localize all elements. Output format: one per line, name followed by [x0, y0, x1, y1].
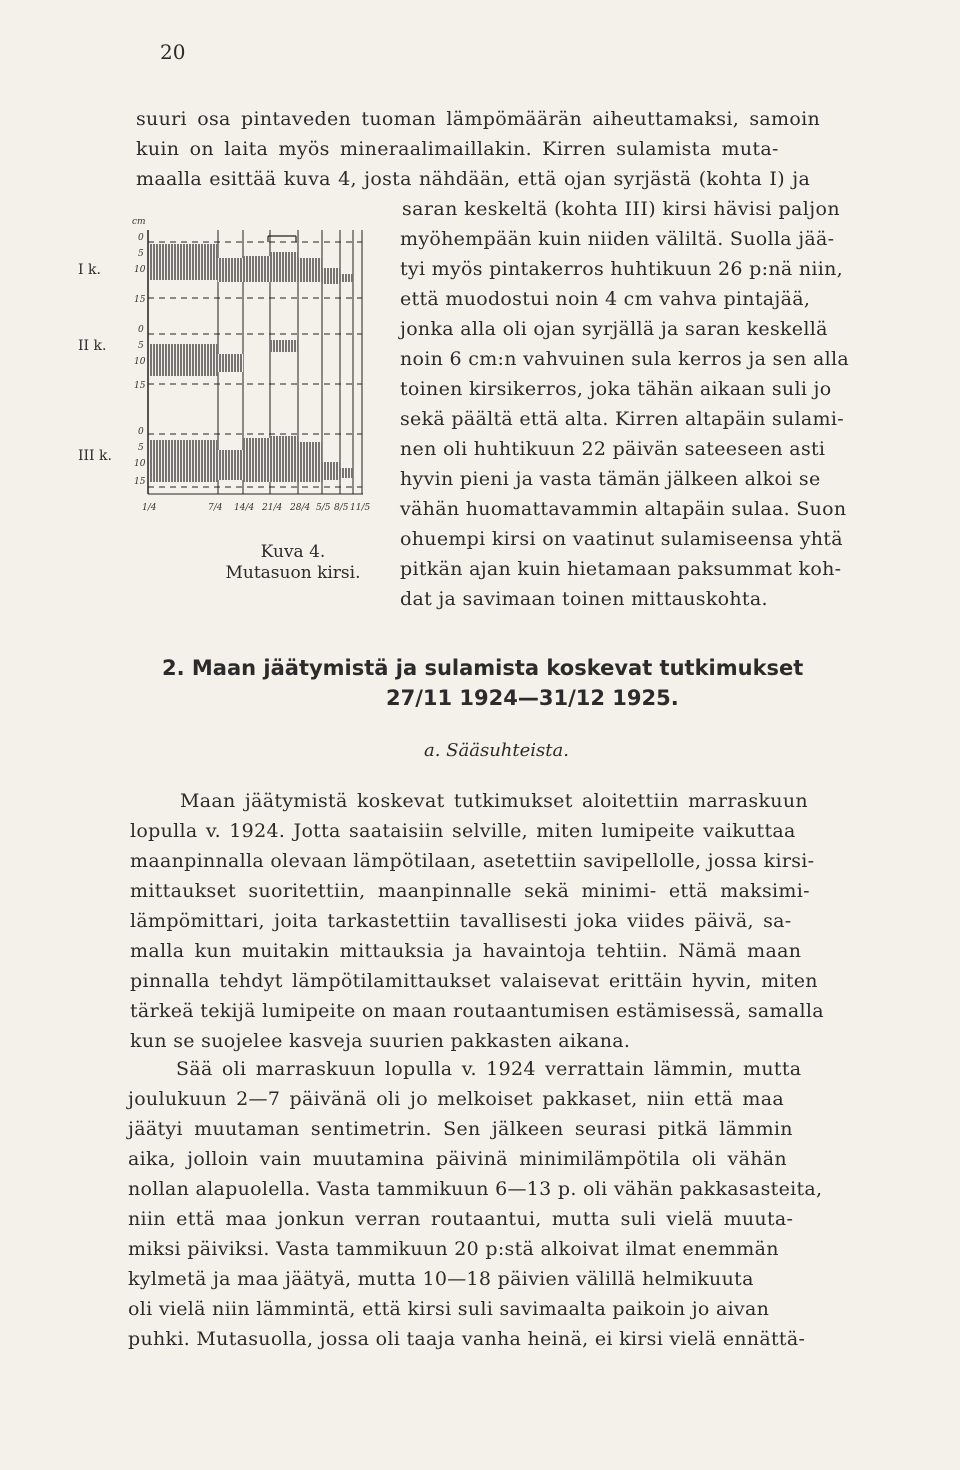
text-line: toinen kirsikerros, joka tähän aikaan suli jo: [400, 378, 832, 400]
text-line: mittaukset suoritettiin, maanpinnalle sekä minimi- että maksimi-: [130, 880, 810, 902]
text-line: että muodostui noin 4 cm vahva pintajää,: [400, 288, 811, 310]
tick-label: 10: [134, 357, 146, 367]
tick-label: 7/4: [208, 503, 223, 512]
text-line: noin 6 cm:n vahvuinen sula kerros ja sen alla: [400, 348, 850, 370]
caption-text: Mutasuon kirsi.: [225, 563, 361, 584]
text-line: lämpömittari, joita tarkastettiin tavallisesti joka viides päivä, sa-: [130, 910, 792, 932]
text-line: Maan jäätymistä koskevat tutkimukset aloitettiin marraskuun: [180, 790, 808, 812]
tick-label: 15: [134, 381, 146, 391]
tick-label: 10: [134, 265, 146, 275]
text-line: sekä päältä että alta. Kirren altapäin sulami-: [400, 408, 844, 430]
text-line: maalla esittää kuva 4, josta nähdään, että ojan syrjästä (kohta I) ja: [136, 168, 811, 190]
text-line: hyvin pieni ja vasta tämän jälkeen alkoi se: [400, 468, 821, 490]
section-dates: 27/11 1924—31/12 1925.: [386, 686, 679, 710]
tick-label: 0: [138, 427, 144, 437]
depth-ticks-row-1: [134, 233, 146, 305]
frost-diagram: [78, 212, 378, 512]
tick-label: 0: [138, 325, 144, 335]
tick-label: 5/5: [316, 503, 331, 512]
text-line: kun se suojelee kasveja suurien pakkasten aikana.: [130, 1030, 631, 1052]
date-ticks: [142, 503, 370, 512]
tick-label: 10: [134, 459, 146, 469]
text-line: pinnalla tehdyt lämpötilamittaukset valaisevat erittäin hyvin, miten: [130, 970, 818, 992]
depth-ticks-row-2: [134, 325, 146, 391]
frost-band-row-2: [150, 340, 298, 376]
row-label: II k.: [78, 338, 107, 354]
text-line: dat ja savimaan toinen mittauskohta.: [400, 588, 768, 610]
text-line: maanpinnalla olevaan lämpötilaan, asetettiin savipellolle, jossa kirsi-: [130, 850, 815, 872]
page-number: 20: [160, 40, 186, 64]
text-line: oli vielä niin lämmintä, että kirsi suli savimaalta paikoin jo aivan: [128, 1298, 770, 1320]
tick-label: 14/4: [234, 503, 255, 512]
row-label: III k.: [78, 448, 112, 464]
tick-label: 21/4: [262, 503, 283, 512]
figure-4: [78, 212, 378, 602]
text-line: jäätyi muutaman sentimetrin. Sen jälkeen seurasi pitkä lämmin: [128, 1118, 793, 1140]
tick-label: 5: [138, 443, 144, 453]
text-line: kylmetä ja maa jäätyä, mutta 10—18 päivien välillä helmikuuta: [128, 1268, 754, 1290]
text-line: myöhempään kuin niiden väliltä. Suolla jää-: [400, 228, 835, 250]
text-line: tyi myös pintakerros huhtikuun 26 p:nä niin,: [400, 258, 843, 280]
text-line: malla kun muitakin mittauksia ja havaintoja tehtiin. Nämä maan: [130, 940, 802, 962]
text-line: saran keskeltä (kohta III) kirsi hävisi paljon: [402, 198, 840, 220]
frost-band-row-1: [150, 244, 353, 284]
section-title: Maan jäätymistä ja sulamista koskevat tutkimukset: [191, 656, 804, 680]
row-label: I k.: [78, 262, 101, 278]
unit-label: cm: [132, 217, 146, 227]
subsection-title: a. Sääsuhteista.: [424, 740, 569, 761]
text-line: vähän huomattavammin altapäin sulaa. Suon: [400, 498, 847, 520]
tick-label: 11/5: [350, 503, 371, 512]
text-line: puhki. Mutasuolla, jossa oli taaja vanha heinä, ei kirsi vielä ennättä-: [128, 1328, 806, 1350]
text-line: nen oli huhtikuun 22 päivän sateeseen asti: [400, 438, 826, 460]
text-line: tärkeä tekijä lumipeite on maan routaantumisen estämisessä, samalla: [130, 1000, 824, 1022]
tick-label: 5: [138, 249, 144, 259]
text-line: joulukuun 2—7 päivänä oli jo melkoiset pakkaset, niin että maa: [128, 1088, 785, 1110]
text-line: miksi päiviksi. Vasta tammikuun 20 p:stä alkoivat ilmat enemmän: [128, 1238, 779, 1260]
tick-label: 0: [138, 233, 144, 243]
caption-title: Kuva 4.: [260, 542, 326, 562]
text-line: jonka alla oli ojan syrjällä ja saran keskellä: [400, 318, 828, 340]
tick-label: 8/5: [334, 503, 349, 512]
text-line: nollan alapuolella. Vasta tammikuun 6—13 p. oli vähän pakkasasteita,: [128, 1178, 823, 1200]
text-line: Sää oli marraskuun lopulla v. 1924 verrattain lämmin, mutta: [176, 1058, 802, 1080]
text-line: pitkän ajan kuin hietamaan paksummat koh-: [400, 558, 842, 580]
section-heading: [162, 656, 803, 680]
tick-label: 15: [134, 295, 146, 305]
text-line: kuin on laita myös mineraalimaillakin. Kirren sulamista muta-: [136, 138, 779, 160]
section-number: 2.: [162, 656, 185, 680]
tick-label: 15: [134, 477, 146, 487]
depth-ticks-row-3: [134, 427, 146, 487]
text-line: suuri osa pintaveden tuoman lämpömäärän aiheuttamaksi, samoin: [136, 108, 821, 130]
text-line: ohuempi kirsi on vaatinut sulamiseensa yhtä: [400, 528, 843, 550]
text-line: lopulla v. 1924. Jotta saataisiin selville, miten lumipeite vaikuttaa: [130, 820, 796, 842]
figure-caption: [208, 542, 378, 585]
tick-label: 1/4: [142, 503, 157, 512]
tick-label: 28/4: [290, 503, 311, 512]
frost-band-row-3: [150, 436, 353, 482]
text-line: aika, jolloin vain muutamina päivinä minimilämpötila oli vähän: [128, 1148, 787, 1170]
text-line: niin että maa jonkun verran routaantui, mutta suli vielä muuta-: [128, 1208, 794, 1230]
tick-label: 5: [138, 341, 144, 351]
